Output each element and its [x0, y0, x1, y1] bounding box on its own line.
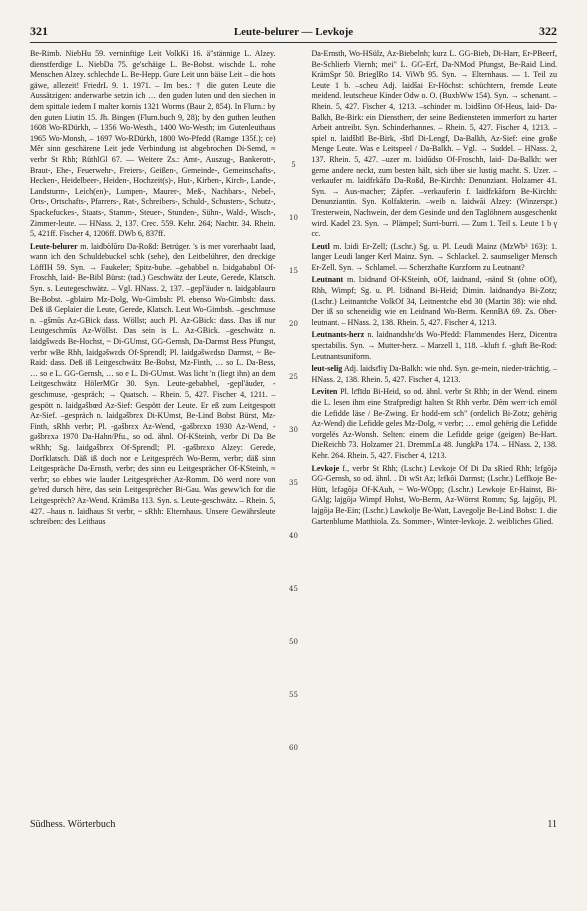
- entry-text: Be-Rimb. NiebHu 59. verninftige Leit VolkKi 16. ä"stännige L. Alzey. dienstferdige L. NiebDa 75. ge'schäige L. Be-Bobst. wischde L. rohe Menschen Alzey. schlechde L. Be-Hepp. Gure Leit unn bäise Leit – die hots gäwe, allezeit! FriedrL 9. 1. 1971. – Im bes.: † die guten Leute die Aussätzigen: anderwarbe setzin ich … den guden luten und den siechen in dem spittale iedem I malter kornis 1321 Worms (Baur 2, 854). In Flurn.: by den guten Liutin 15. Jh. Bingen (Flurn.buch 9, 28); by den guthen leuthen 1608 Wo-RDürkh, – 1356 Wo-Westh., 1400 Wo-Westh; im Gutenleuthaus 1965 Wo-Monsh, – 1697 Wo-RDürkh, 1800 Wo-Pfedd (Ramge 135f.); ce) Mêr sinn geschärene Leit jede Verbindung ist abgebrochen Di-Semd, ≈ verbr St Rhh; RüthlGl 67. — Weitere Zs.: Amt-, Auszug-, Bankerott-, Braut-, Ehe-, Feuerwehr-, Freiers-, Geißen-, Gemeinde-, Gemeinschafts-, Hecken-, Heidelbeer-, Heiden-, Hochzeit(s)-, Hut-, Kirben-, Kirch-, Lande-, Landsturm-, Leich(en)-, Lumpen-, Maurer-, Meß-, Nachbars-, Nebel-, Orts-, Ortschafts-, Pfarrers-, Rat-, Schreibers-, Schuld-, Schusters-, Schutz-, Spackefuckes-, Staats-, Stamm-, Steuer-, Stunden-, Sühn-, Wald-, Wisch-, Zimmer-leute. — HNass. 2, 137. Crec. 559. Kehr. 264; Nachtr. 34. Rhein. 5, 421ff. Fischer 4, 1206ff. DWb 6, 837ff.: [30, 49, 276, 239]
- line-number: 20: [289, 320, 298, 328]
- dictionary-entry: [311, 330, 557, 362]
- dictionary-entry: [311, 364, 557, 385]
- entry-text: m. lɔidi Er-Zell; (Lschr.) Sg. u. Pl. Leudi Mainz (MzWb³ 163): 1. langer Leudi langer Kerl Mainz. Syn. → Schlackel. 2. saumseliger Mensch Er-Zell. Syn. → Schlamel. — Scherzhafte Kurzform zu Leutnant?: [311, 241, 557, 272]
- line-number: 55: [289, 691, 298, 699]
- entry-text: m. laidbòlūrɒ Da-Roßd: Betrüger. 's is mer vorerhaabt laad, wann ich den Schuldebuckel schk (sehe), den Leitbelührer, den dreckige LöffIH 59. Syn. → Faukeler; Spitz-bube. –gebabbel n. lɔidgəbabɒl Of-Froschh, laid- Be-Bibl Bürst: (tad.) Geschwätz der Leute, Gerede, Klatsch. Syn. s. Leutegeschwätz. – Vgl. HNass. 2, 137. –gepl'äuder n. laidgəblaurɒ Be-Bobst. –gblairɒ Mz-Dolg, Wo-Gimbsh: Pl. ebenso Wo-Gimbsh: dass. Deß iß Geplaier die Leute, Gerede, Klatsch. Leut Wo-Gimbsh. –geschmuse n. –gšmūs Az-GBick dass. Wöllst; auch Pl. Az-GBick: dass. Das iß nur Leutgeschmūs Az-Wöllst. Das sein is L. Az-GBick. –geschwätz n. laidgšwɛds Be-Hochst, ~ Di-GUmst, GG-Gernsh, Da-Darmst Bess Pfungst, verbr wBe Rhh, laidgəšwɛds Of-Sprendl; Pl. laidgəšwɛdsɒ Darmst, ~ Be-Raid: dass. Deß iß Leitgeschwätz Be-Bobst, Mz-Finth, … so L. Da-Bess, … so e L. GG-Gernsh, … so e L. Di-GUmst. Was licht 'n (liegt ihn) an dem Leitgeschwätz HölerMGr 30. Syn. Leute-gebabbel, -gepl'äuder, -geschmuse, -gespräch; → Quatsch. – Rhein. 5, 427. Fischer 4, 1211. –gespött n. laidgəšbœd Az-Sief: Gespött der Leute. Er eß zum Leitgespott Az-Sief. –gespräch n. laidgəšbrɛx Di-KUmst, Be-Lind Bobst Bürst, Mz-Finth, sRhh verbr; Pl. -gəšbrɛx Az-Wend, -gəšbrɛxɒ 1930 Az-Wend, -gəšbrɛxə 1970 Da-Hahn/Pfu., so od. ähnl. Of-KSteinh, verbr Di Da Be wRhh; Sg. laidgəšbrɛx Of-Sprendl; Pl. -gəšbrɛxɒ Alzey: Gerede, Dorfklatsch. Däß iß doch nor e Leitgesprëch Wo-Berm, verbr; däß sinn Leitgespräche Da-Ernsth, verbr; des sinn eu Leitgesprächer Of-KSteinh, ≈ verbr; so ebbes wie lauder Leitgesprëcher Az-Romm. Dö werd nore von ge'red dursch hëre, das sein Leitgesprëcher Bi-Gau. Was geww'ich for die Leitgesprëch? Az-Wend. KrämBa 113. Syn. s. Leute-geschwätz. – Rhein. 5, 427. –haus n. laidhaus St verbr, ~ sRhh: Elternhaus. Unsere Gewährsleute schreiben: des Leithaus: [30, 241, 276, 527]
- line-number: 5: [291, 161, 296, 169]
- right-page-number: 322: [538, 24, 557, 38]
- line-number: 60: [289, 744, 298, 752]
- left-column: [30, 49, 276, 809]
- line-number: 35: [289, 479, 298, 487]
- entry-text: Pl. lɛ̄fīdɒ Bi-Heid, so od. ähnl. verbr St Rhh; in der Wend. einem die L. lesen ihm eine Strafpredigt halten St Rhh verbr. Dêm werr·ich emöl die Lefidde läse / Be-Zwing. Er hodd-em sch" (ordelich Bi-Zotz; gehërig Az-Wend) die Lefidde geles Mz-Dolg, ≈ verbr; … emol gehërig die Lefidde vorgelës Az-Wonsh. Selten: einem die Lefidde geige (geigen) Be-Hart. DieReichb 73. Holzamer 21. DremmLa 48. JungkPa 174. – HNass. 2, 138. Kehr. 264. Rhein. 5, 427. Fischer 4, 1213.: [311, 387, 557, 460]
- entry-text: f., verbr St Rhh; (Lschr.) Levkoje Of Di Da sRied Rhh; lɛfgōjə GG-Gernsh, so od. ähnl. . Di wSt Az; lɛfkōi Darmst; (Lschr.) Leffkoje Be-Hütt, lɛfəgōjə Of-KAuh, ~ Wo-WOpp; (Lschr.) Lewkoje Er-Hainst, Bi-GAlg; lajgōjə Wimpf Hohst, Wo-Berm, Az-Wörrst Romm; Sg. lajgōjɪ, Pl. lajgōjə Be-Ein; (Lschr.) Lawkolje Be-Watt, Lavegolje Be-Lind Bobst: 1. die Gartenblume Matthiola. Zs. Sommer-, Winter-levkoje. 2. weibliches Glied.: [311, 463, 557, 526]
- dictionary-entry: [311, 275, 557, 328]
- entry-text: Da-Ernsth, Wo-HSülz, Az-Biebelnh; kurz L. GG-Bieb, Di-Harr, Er-PBeerf, Be-Schlierb Viernh; mei" L. GG-Erf, Da-NMod Pfungst, Be-Raid Lind. KrämSpr 50. BrieglRo 14. ViWb 95. Syn. → Elternhaus. — 1. Teil zu Leute 1 b. –scheu Adj. laidšai Er-Höchst: schüchtern, fremde Leute meidend. leutscheue Kinder Odw o. O. (BuxbWw 154). Syn. → schenant. – Rhein. 5, 427. Fischer 4, 1213. –schinder m. lɔidšinɒ Of-Heus, laid- Da-Balkh, Be-Birk: ein Dienstherr, der seine Bediensteten immerfort zu harter Arbeit antreibt. Syn. Schinderhannes. – Rhein. 5, 427. Fischer 4, 1213. –spiel n. laidšbīl Be-Birk, -šbīl Di-Lengf, Da-Balkh, Az-Sief: eine große Menge Leute. Was e Leitspeel / Da-Balkh. – Vgl. → Suddel. – HNass. 2, 137. Rhein. 5, 427. –uzer m. lɔidūdsɒ Of-Froschh, laid- Da-Balkh: wer gerne andere neckt, zum besten hält, sich über sie lustig macht. S. Uzer. –verkaufer m. laidfɛkāfɒ Da-Roßd, Be-Kirchh: Denunziant. Holzamer 41. Syn. → Aus-macher; Zäpfer. –verkauferin f. laidfɛkāfɒrn Be-Kirchh: Denunziantin. Syn. Kolfakterin. –weib n. laidwāi Alzey: (Winzerspr.) Tresterwein, Nachwein, der dem Gesinde und den Taglöhnern ausgeschenkt wird. Kadel 23. Syn. → Plämpel; Surri-burri. — Zum 1. Teil s. Leute 1 b γ cc.: [311, 49, 557, 239]
- line-number: 10: [289, 214, 298, 222]
- footer-signature: 11: [547, 819, 557, 830]
- dictionary-entry: [30, 49, 276, 240]
- entry-lemma: Leviten: [311, 387, 338, 397]
- entry-lemma: leut-selig: [311, 364, 343, 374]
- dictionary-page: [30, 24, 557, 890]
- dictionary-entry: [311, 464, 557, 528]
- entry-lemma: Levkoje: [311, 463, 340, 473]
- entry-lemma: Leutnant: [311, 275, 344, 285]
- entry-text: n. laidnandshɛ'ds Wo-Pfedd: Flammendes Herz, Dicentra spectabilis. Syn. → Mutter-herz. – Marzell 1, 118. –kluft f. -gluft Be-Rod: Leutnantsuniform.: [311, 330, 557, 361]
- line-number: 40: [289, 532, 298, 540]
- entry-text: m. lɔidnand Of-KSteinh, oOf, laidnand, -nänd St (ohne oOf), Rhh, Wimpf; Sg. u. Pl. lɔ̈dnand Bi-Heid; Dimin. laidnandyə Bi-Zotz; (Lschr.) Leitnantche VolkOf 34, Leitnentche ebd 30 (Martin 38): wie nhd. Der iß so scheneidig wie en Leidnand Wo-Berm. KennBA 69. Zs. Ober-leutnant. – HNass. 2, 138. Rhein. 5, 427. Fischer 4, 1213.: [311, 275, 557, 327]
- entry-lemma: Leute-belurer: [30, 241, 78, 251]
- line-number: 15: [289, 267, 298, 275]
- dictionary-entry: [311, 49, 557, 240]
- right-column: [311, 49, 557, 809]
- entry-lemma: Leutl: [311, 241, 330, 251]
- dictionary-entry: [311, 242, 557, 274]
- line-number: 50: [289, 638, 298, 646]
- line-number: 45: [289, 585, 298, 593]
- left-page-number: 321: [30, 24, 48, 38]
- dictionary-entry: [311, 387, 557, 461]
- page-footer: [30, 819, 557, 830]
- entry-lemma: Leutnants-herz: [311, 330, 365, 340]
- dictionary-entry: [30, 242, 276, 528]
- line-number-gutter: [286, 49, 302, 809]
- running-title: Leute-belurer — Levkoje: [233, 26, 354, 38]
- entry-text: Adj. laidsɛ̄liɣ Da-Balkh: wie nhd. Syn. ge-mein, nieder-trächtig. – HNass. 2, 138. Rhein. 5, 427. Fischer 4, 1213.: [311, 364, 557, 384]
- line-number: 25: [289, 373, 298, 381]
- footer-publication: Südhess. Wörterbuch: [30, 819, 116, 830]
- line-number: 30: [289, 426, 298, 434]
- text-columns: [30, 49, 557, 809]
- page-header: [30, 24, 557, 43]
